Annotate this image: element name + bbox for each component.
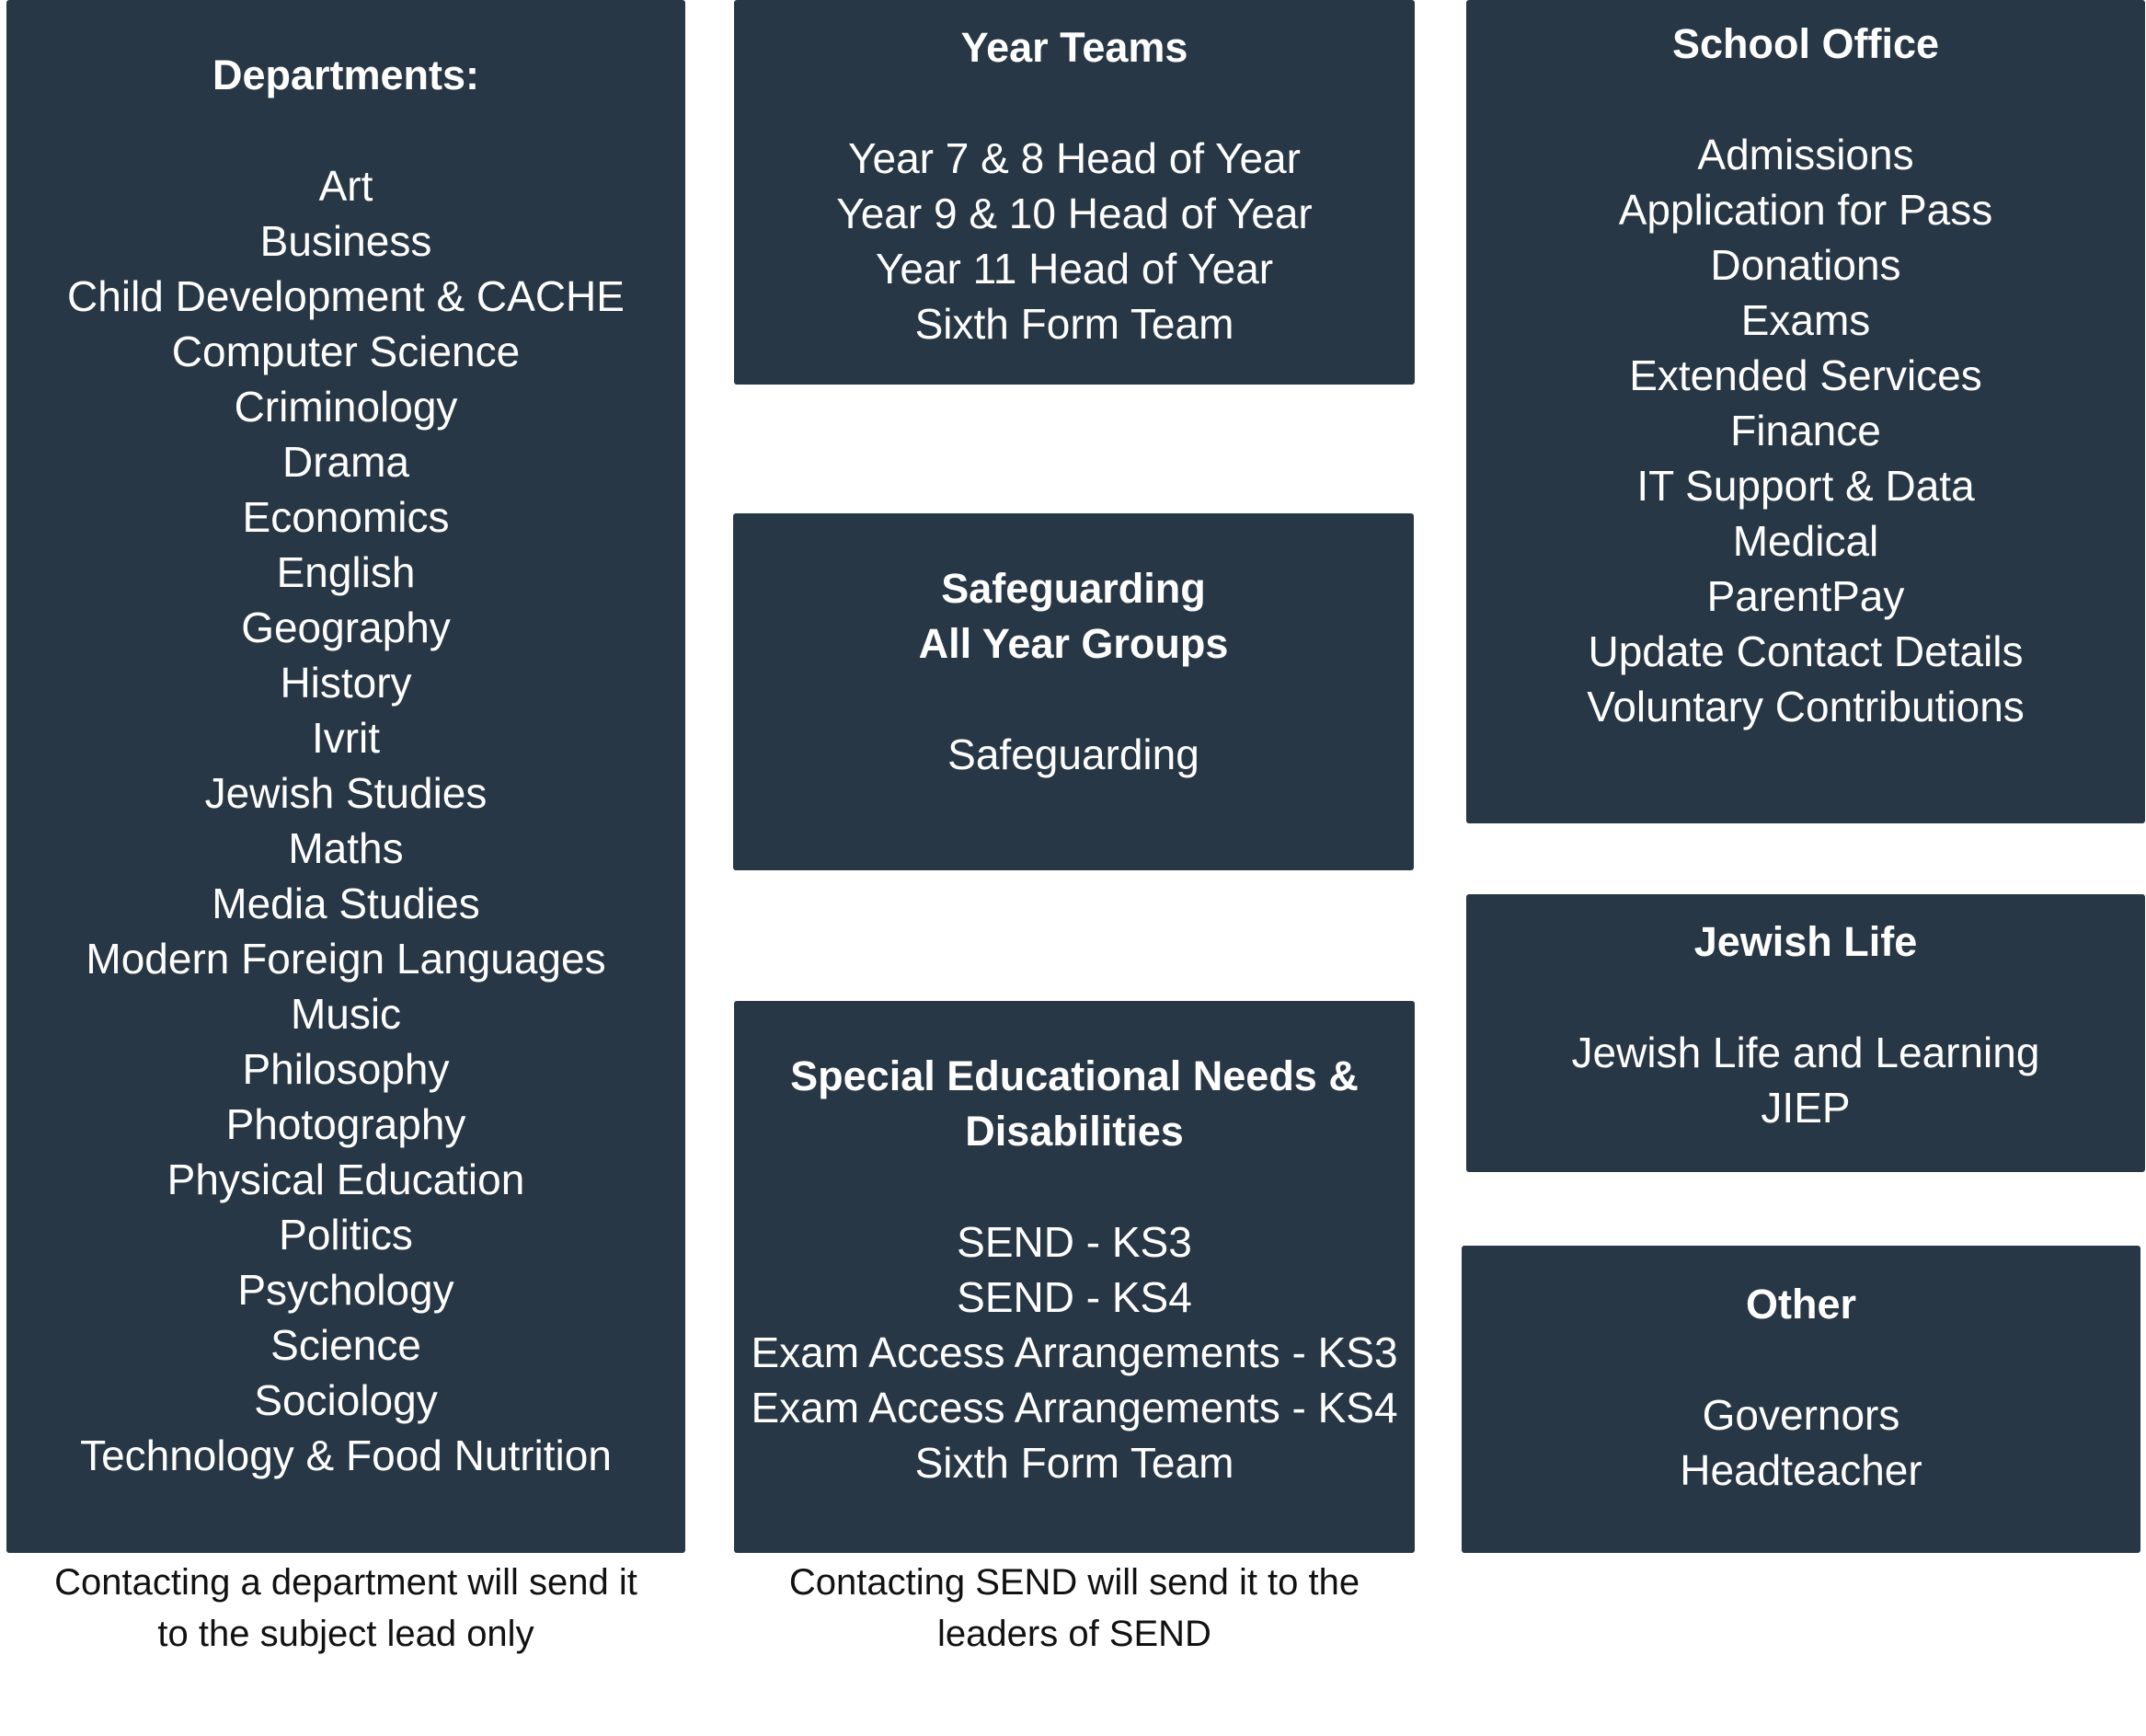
- send-note-line-2: leaders of SEND: [937, 1614, 1211, 1654]
- school-office-item-application-for-pass[interactable]: Application for Pass: [1618, 186, 1993, 234]
- send-note: [734, 1557, 1415, 1660]
- send-title-line-1: Special Educational Needs &: [790, 1052, 1359, 1099]
- departments-title: Departments:: [212, 52, 480, 98]
- send-item-ks3[interactable]: SEND - KS3: [957, 1218, 1192, 1266]
- school-office-item-extended-services[interactable]: Extended Services: [1629, 351, 1982, 399]
- jewish-life-panel: [1466, 894, 2145, 1172]
- department-item-technology-food-nutrition[interactable]: Technology & Food Nutrition: [80, 1431, 612, 1479]
- department-item-physical-education[interactable]: Physical Education: [166, 1155, 525, 1203]
- send-item-sixth-form[interactable]: Sixth Form Team: [914, 1439, 1234, 1487]
- send-title-line-2: Disabilities: [965, 1108, 1184, 1155]
- department-item-media-studies[interactable]: Media Studies: [212, 879, 480, 927]
- school-office-title: School Office: [1671, 20, 1940, 67]
- department-item-sociology[interactable]: Sociology: [254, 1376, 438, 1424]
- year-teams-item-sixth-form[interactable]: Sixth Form Team: [914, 300, 1234, 348]
- department-item-child-development[interactable]: Child Development & CACHE: [67, 272, 625, 320]
- school-office-item-finance[interactable]: Finance: [1730, 407, 1881, 454]
- departments-panel: [6, 0, 685, 1553]
- other-panel: [1462, 1246, 2140, 1553]
- other-item-headteacher[interactable]: Headteacher: [1680, 1446, 1922, 1494]
- school-office-item-medical[interactable]: Medical: [1732, 517, 1879, 565]
- school-office-item-it-support[interactable]: IT Support & Data: [1636, 462, 1975, 510]
- departments-note-line-2: to the subject lead only: [157, 1614, 534, 1654]
- department-item-maths[interactable]: Maths: [288, 824, 404, 872]
- school-office-item-admissions[interactable]: Admissions: [1697, 131, 1914, 178]
- safeguarding-list: [733, 727, 1414, 782]
- school-office-item-exams[interactable]: Exams: [1740, 296, 1871, 344]
- safeguarding-title-line-2: All Year Groups: [918, 620, 1229, 667]
- department-item-economics[interactable]: Economics: [242, 493, 450, 541]
- departments-list: [6, 158, 685, 1483]
- safeguarding-panel: [733, 513, 1414, 870]
- jewish-life-list: [1466, 1025, 2145, 1135]
- department-item-geography[interactable]: Geography: [241, 604, 451, 651]
- other-item-governors[interactable]: Governors: [1702, 1391, 1900, 1439]
- school-office-item-update-contact-details[interactable]: Update Contact Details: [1588, 627, 2024, 675]
- department-item-criminology[interactable]: Criminology: [234, 383, 458, 431]
- school-office-item-voluntary-contributions[interactable]: Voluntary Contributions: [1587, 683, 2025, 730]
- send-item-exam-access-ks4[interactable]: Exam Access Arrangements - KS4: [751, 1384, 1398, 1431]
- jewish-life-item-learning[interactable]: Jewish Life and Learning: [1571, 1029, 2040, 1076]
- department-item-business[interactable]: Business: [259, 217, 432, 265]
- department-item-philosophy[interactable]: Philosophy: [242, 1045, 450, 1093]
- year-teams-panel: [734, 0, 1415, 385]
- other-title: Other: [1745, 1281, 1856, 1328]
- school-office-item-parentpay[interactable]: ParentPay: [1706, 572, 1905, 620]
- department-item-politics[interactable]: Politics: [279, 1211, 413, 1259]
- send-panel: [734, 1001, 1415, 1553]
- department-item-music[interactable]: Music: [290, 990, 402, 1038]
- other-list: [1462, 1387, 2140, 1498]
- department-item-psychology[interactable]: Psychology: [237, 1266, 454, 1314]
- year-teams-item-year-11[interactable]: Year 11 Head of Year: [875, 245, 1274, 293]
- departments-note-line-1: Contacting a department will send it: [54, 1562, 637, 1603]
- department-item-english[interactable]: English: [276, 548, 416, 596]
- department-item-drama[interactable]: Drama: [281, 438, 410, 486]
- year-teams-item-year-7-8[interactable]: Year 7 & 8 Head of Year: [848, 134, 1301, 182]
- department-item-computer-science[interactable]: Computer Science: [171, 328, 521, 375]
- send-note-line-1: Contacting SEND will send it to the: [788, 1562, 1360, 1603]
- department-item-photography[interactable]: Photography: [225, 1100, 466, 1148]
- year-teams-item-year-9-10[interactable]: Year 9 & 10 Head of Year: [836, 190, 1313, 237]
- department-item-history[interactable]: History: [280, 659, 412, 707]
- school-office-panel: [1466, 0, 2145, 823]
- department-item-ivrit[interactable]: Ivrit: [311, 714, 381, 762]
- safeguarding-title-line-1: Safeguarding: [941, 565, 1206, 612]
- jewish-life-title: Jewish Life: [1693, 918, 1918, 965]
- send-item-ks4[interactable]: SEND - KS4: [957, 1273, 1192, 1321]
- department-item-jewish-studies[interactable]: Jewish Studies: [204, 769, 488, 817]
- department-item-science[interactable]: Science: [270, 1321, 421, 1369]
- send-list: [734, 1214, 1415, 1490]
- send-item-exam-access-ks3[interactable]: Exam Access Arrangements - KS3: [751, 1328, 1398, 1376]
- school-office-list: [1466, 127, 2145, 734]
- year-teams-title: Year Teams: [960, 24, 1188, 71]
- year-teams-list: [734, 131, 1415, 351]
- school-office-item-donations[interactable]: Donations: [1710, 241, 1901, 289]
- safeguarding-item[interactable]: Safeguarding: [947, 730, 1199, 778]
- department-item-modern-foreign-languages[interactable]: Modern Foreign Languages: [86, 935, 606, 983]
- departments-note: [6, 1557, 685, 1660]
- department-item-art[interactable]: Art: [318, 162, 373, 210]
- jewish-life-item-jiep[interactable]: JIEP: [1761, 1084, 1851, 1132]
